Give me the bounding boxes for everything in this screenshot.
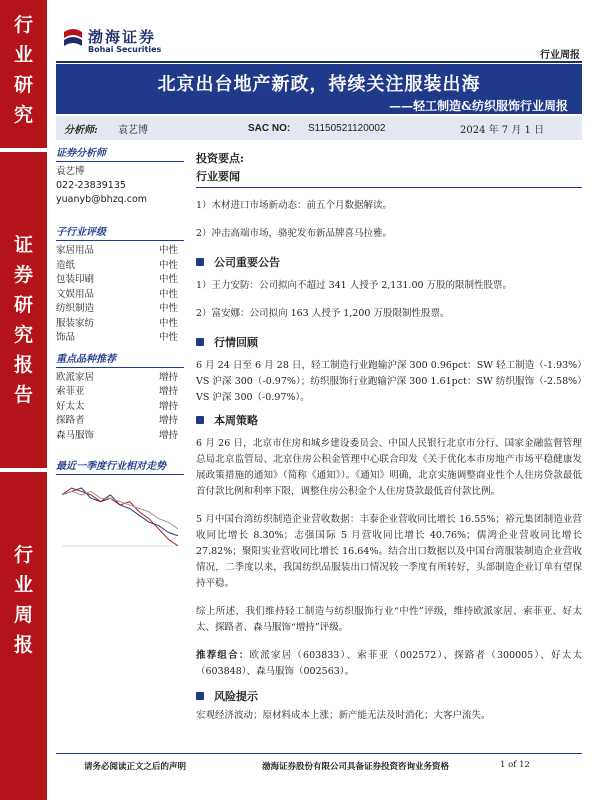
header-rule [56,61,582,63]
stock-row-name: 索菲亚 [56,386,85,397]
stock-row-rating: 增持 [158,400,178,412]
analyst-name: 袁艺博 [118,124,148,136]
title-banner [56,64,582,114]
bullet-square-icon [196,338,204,346]
analyst-section-heading: 证券分析师 [56,144,184,162]
sidebar-char: 业 [13,574,33,596]
sidebar-label-securities-report [0,230,47,410]
sidebar-divider [0,148,47,152]
rating-row [56,317,184,332]
analyst-label: 分析师: [64,124,98,136]
left-info-column [56,144,184,556]
stock-row [56,400,184,415]
analyst-email[interactable]: yuanyb@bhzq.com [56,194,148,205]
risk-heading-text: 风险提示 [214,690,258,703]
news-item: 2）冲击高端市场，骆驼发布新品牌喜马拉雅。 [196,228,393,239]
rating-row-name: 服装家纺 [56,317,95,329]
chart-section-heading: 最近一季度行业相对走势 [56,457,184,475]
market-review-heading-text: 行情回顾 [214,336,258,349]
rating-row [56,331,184,346]
report-date: 2024 年 7 月 1 日 [460,124,545,136]
rating-row [56,288,184,303]
sidebar-char: 告 [13,384,33,406]
market-review-heading [196,334,582,350]
bullet-square-icon [196,416,204,424]
rating-row-name: 纺织制造 [56,303,95,314]
stock-row-rating: 增持 [158,429,178,441]
sidebar-divider [0,468,47,472]
rating-row-name: 包装印刷 [56,274,95,285]
page-number: 1 of 12 [500,760,530,770]
strategy-paragraph: 5 月中国台湾纺织制造企业营收数据：丰泰企业营收同比增长 16.55%；裕元集团制造业营收同比增长 8.30%；志强国际 5 月营收同比增长 40.76%；儒鸿企业营收同比增长 27.82%；聚阳实业营收同比增长 16.64%。结合出口数据以及中国台湾服装制造企业营收情况，二季度以来，我国纺织品服装出口情况较一季度有所转好，头部制造企业订单有望保持平稳。 [196,514,582,589]
rating-row [56,244,184,259]
sidebar-char: 行 [13,544,33,566]
chart-series-line-2 [62,491,178,529]
relative-trend-chart [56,482,184,552]
sidebar-label-industry-research [0,10,47,130]
stock-row [56,429,184,444]
rating-row-name: 文娱用品 [56,288,95,300]
announcements-heading [196,254,582,270]
sidebar-char: 证 [13,234,33,256]
stock-section-heading: 重点品种推荐 [56,350,184,368]
sidebar-char: 研 [13,294,33,316]
chart-series-line-0 [62,488,178,536]
report-subtitle: ——轻工制造&纺织服饰行业周报 [389,99,568,113]
rating-section-heading: 子行业评级 [56,223,184,241]
logo-text-en: Bohai Securities [88,45,162,54]
sac-label: SAC NO: [248,122,291,134]
sidebar-char: 研 [13,74,33,96]
analyst-meta-bar [56,116,582,140]
rating-list [56,244,184,346]
rating-row-rating: 中性 [158,303,178,314]
rating-row-name: 造纸 [56,259,76,271]
report-title: 北京出台地产新政，持续关注服装出海 [157,74,481,95]
rating-row-rating: 中性 [158,317,178,329]
sac-number: S1150521120002 [308,122,386,134]
sidebar-char: 行 [13,14,33,36]
key-points-heading: 投资要点: [196,152,245,165]
stock-row-name: 森马服饰 [56,429,95,441]
rating-row [56,273,184,288]
rating-row [56,259,184,274]
rating-row-rating: 中性 [158,332,178,343]
strategy-heading-text: 本周策略 [214,414,258,427]
company-logo [62,24,172,62]
rating-row-name: 家居用品 [56,245,95,256]
sidebar-char: 券 [13,264,33,286]
rating-row-rating: 中性 [158,274,178,285]
industry-news-heading: 行业要闻 [196,166,582,188]
report-type-label: 行业周报 [540,50,580,61]
bullet-square-icon [196,258,204,266]
stock-row [56,414,184,429]
rating-row-rating: 中性 [158,259,178,271]
sidebar-char: 报 [13,634,33,656]
footer-company: 渤海证券股份有限公司具备证券投资咨询业务资格 [262,762,450,772]
chart-series-line-1 [62,488,178,546]
strategy-paragraph: 综上所述，我们维持轻工制造与纺织服饰行业“中性”评级，维持欧派家居、索菲亚、好太太、探路者、森马服饰“增持”评级。 [196,606,582,633]
analyst-phone: 022-23839135 [56,180,126,191]
sidebar-char: 周 [13,604,33,626]
stock-list [56,371,184,444]
announcement-item: 2）富安娜：公司拟向 163 人授予 1,200 万股限制性股票。 [196,308,450,319]
logo-mark-icon [62,26,84,52]
sidebar-label-weekly [0,540,47,660]
stock-row-name: 好太太 [56,400,85,412]
recommended-portfolio [196,648,582,680]
rating-row-rating: 中性 [158,288,178,300]
market-review-text: 6 月 24 日至 6 月 28 日，轻工制造行业跑输沪深 300 0.96pct：SW 轻工制造（-1.93%）VS 沪深 300（-0.97%）；纺织服饰行业跑输沪深 300 1.61pct：SW 纺织服饰（-2.58%）VS 沪深 300（-0.97%）。 [196,360,582,403]
stock-row-rating: 增持 [158,415,178,426]
rating-row-rating: 中性 [158,245,178,256]
stock-row [56,385,184,400]
sidebar-char: 业 [13,44,33,66]
stock-row [56,371,184,386]
stock-row-name: 探路者 [56,415,85,426]
stock-row-name: 欧派家居 [56,371,95,383]
risk-text: 宏观经济波动；原材料成本上涨；新产能无法及时消化；大客户流失。 [196,710,491,721]
strategy-paragraph: 6 月 26 日，北京市住房和城乡建设委员会、中国人民银行北京市分行、国家金融监督管理总局北京监管局、北京住房公积金管理中心联合印发《关于优化本市房地产市场平稳健康发展政策措施的通知》（简称《通知》）。《通知》明确，北京实施调整商业性个人住房贷款最低首付款比例和利率下限，调整住房公积金个人住房贷款最低首付款比例。 [196,438,582,497]
rating-row [56,302,184,317]
recommend-text: 欧派家居（603833）、索菲亚（002572）、探路者（300005）、好太太（603848）、森马服饰（002563）。 [196,650,582,677]
side-banner [0,0,47,800]
logo-text-cn: 渤海证券 [88,28,157,46]
risk-heading [196,688,582,704]
sidebar-char: 报 [13,354,33,376]
main-content [196,148,582,736]
stock-row-rating: 增持 [158,386,178,397]
rating-row-name: 饰品 [56,332,76,343]
sidebar-char: 究 [13,104,33,126]
announcement-item: 1）王力安防：公司拟向不超过 341 人授予 2,131.00 万股的限制性股票。 [196,280,513,291]
recommend-label: 推荐组合： [196,650,250,661]
strategy-heading [196,412,582,428]
footer-disclaimer: 请务必阅读正文之后的声明 [84,762,187,772]
analyst-name-left: 袁艺博 [56,166,85,177]
stock-row-rating: 增持 [158,371,178,383]
footer-rule [56,753,582,754]
announcements-heading-text: 公司重要公告 [214,256,280,269]
sidebar-char: 究 [13,324,33,346]
bullet-square-icon [196,692,204,700]
news-item: 1）木材进口市场新动态：前五个月数据解读。 [196,200,393,211]
